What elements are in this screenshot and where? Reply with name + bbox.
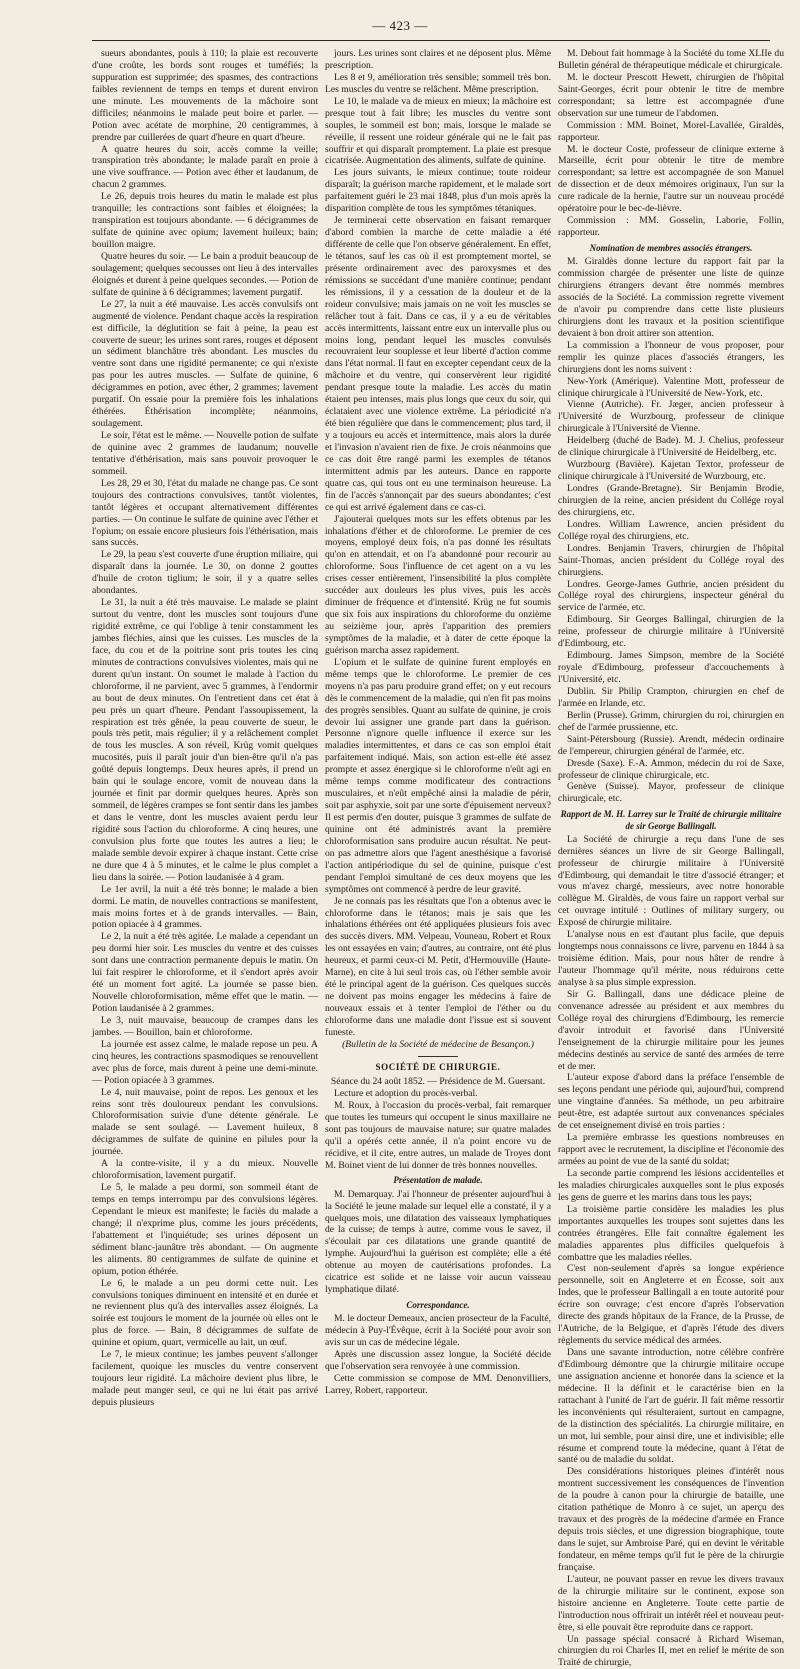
paragraph: Saint-Pétersbourg (Russie). Arendt, médecin ordinaire de l'empereur, chirurgien général de l'armée, etc. [558,733,784,757]
section-heading: SOCIÉTÉ DE CHIRURGIE. [375,1061,501,1072]
paragraph: Le soir, l'état est le même. — Nouvelle potion de sulfate de quinine avec 2 grammes de laudanum; nouvelle tentative d'éthérisation, mais sans pouvoir provoquer le sommeil. [92,430,318,477]
header-rule [92,40,770,41]
paragraph: La troisième partie considère les maladies les plus importantes auxquelles les troupes sont sujettes dans les contrées étrangères. Elle fait connaître également les maladies apparentes plus difficiles quelquefois à combattre que les maladies réelles. [558,1203,784,1263]
paragraph: Je terminerai cette observation en faisant remarquer d'abord combien la marche de cette maladie a été différente de celle que l'on observe généralement. En effet, le tétanos, sauf les cas où il est promptement mortel, se présente ordinairement avec des paroxysmes et des rémissions se succédant d'une manière continue; pendant les rémissions, il y a cessation de la douleur et de la roideur convulsive; mais jamais on ne voit les muscles se relâcher tout à fait. Dans ce cas, il y a eu de véritables accès intermittents, laissant entre eux un intervalle plus ou moins long, pendant lequel les muscles convulsés recouvraient leur souplesse et leur liberté d'action comme dans l'état normal. Il faut en excepter cependant ceux de la mâchoire et du ventre, qui conservèrent leur rigidité pendant presque toute la maladie. Les accès du matin étaient peu intenses, mais plus longs que ceux du soir, qui éclataient avec une violence extrême. La périodicité n'a été bien régulière que dans le commencement; plus tard, il y a toujours eu accès et intermittence, mais alors la durée et l'invasion n'avaient rien de fixe. Je crois néanmoins que ce cas doit être rangé parmi les exemples de tétanos intermittent admis par les auteurs. Dance en rapporte quatre cas, qui tous ont eu une terminaison heureuse. La fin de l'accès s'annonçait par des sueurs abondantes; c'est ce qui est arrivé également dans ce cas-ci. [325,215,551,513]
paragraph: Le 27, la nuit a été mauvaise. Les accès convulsifs ont augmenté de violence. Pendant chaque accès la respiration est difficile, la déglutition se fait à peine, la peau est couverte de sueur; les urines sont rares, rouges et déposent un sédiment blanchâtre très abondant. Les muscles du ventre sont dans une rigidité permanente; ce qui n'existe pas pour les autres muscles. — Sulfate de quinine, 6 décigrammes en potion, avec éther, 2 grammes; lavement purgatif. On essaie pour la première fois les inhalations éthérées. Éthérisation incomplète; néanmoins, soulagement. [92,298,318,430]
paragraph: Le 1er avril, la nuit a été très bonne; le malade a bien dormi. Le matin, de nouvelles contractions se manifestent, mais moins fortes et à de grands intervalles. — Bain, potion opiacée à 4 grammes. [92,883,318,931]
paragraph: Londres. William Lawrence, ancien président du Collége royal des chirurgiens, etc. [558,518,784,542]
paragraph: L'auteur, ne pouvant passer en revue les divers travaux de la chirurgie militaire sur le continent, expose son histoire ancienne en Angleterre. Toute cette partie de l'introduction nous offrirait un intérêt réel et nouveau peut-être, si elle pouvait être reproduite dans ce rapport. [558,1573,784,1633]
paragraph: La seconde partie comprend les lésions accidentelles et les maladies chirurgicales auxquelles sont le plus exposés les gens de guerre et les marins dans tous les pays; [558,1167,784,1203]
paragraph: Le 26, depuis trois heures du matin le malade est plus tranquille; les contractions sont faibles et éloignées; la transpiration est toujours abondante. — 6 décigrammes de sulfate de quinine avec opium; lavement huileux; bain; bouillon maigre. [92,191,318,250]
subsection-heading: Rapport de M. H. Larrey sur le Traité de chirurgie militaire de sir George Ballingall. [560,809,782,831]
paragraph: M. le docteur Demeaux, ancien prosecteur de la Faculté, médecin à Puy-l'Évêque, écrit à la Société pour avoir son avis sur un cas de médecine légale. [325,1313,551,1349]
paragraph: L'analyse nous en est d'autant plus facile, que depuis longtemps nous connaissons ce livre, parvenu en 1844 à sa troisième édition. Mais, pour nous hâter de rendre à l'auteur l'hommage qu'il mérite, nous réduirons cette analyse à sa plus simple expression. [558,929,784,988]
paragraph: Je ne connais pas les résultats que l'on a obtenus avec le chloroforme dans le tétanos; mais je sais que les inhalations éthérées ont été appliquées plusieurs fois avec des succès divers. MM. Velpeau, Vouneau, Robert et Roux les ont essayées en vain; d'autres, au contraire, ont été plus heureux, et parmi ceux-ci M. Petit, d'Hermouville (Haute-Marne), en cite à lui seul trois cas, où l'éther semble avoir été le principal agent de la guérison. Ces quelques succès ne doivent pas moins engager les médecins à faire de nouveaux essais et à tenter l'emploi de l'éther ou du chloroforme dans une maladie dont l'issue est si souvent funeste. [325,895,551,1038]
paragraph: J'ajouterai quelques mots sur les effets obtenus par les inhalations d'éther et de chloroforme. Le premier de ces moyens, employé deux fois, n'a pas donné les résultats qu'on en attendait, et on l'a abandonné pour recourir au chloroforme. Sous l'influence de cet agent on a vu les crises cesser entièrement, l'insensibilité la plus complète succéder aux douleurs les plus vives, puis les accès diminuer de fréquence et d'intensité. Krüg ne fut soumis que six fois aux inspirations du chloroforme du onzième au seizième jour, après l'apparition des premiers symptômes de la maladie, et à dater de cette époque la guérison marcha assez rapidement. [325,513,551,656]
paragraph: M. Roux, à l'occasion du procès-verbal, fait remarquer que toutes les tumeurs qui occupent le sinus maxillaire ne sont pas toujours de mauvaise nature; sur quatre malades qu'il a opérés cette année, il n'a point encore vu de récidive, et il cite, entre autres, un malade de Troyes dont M. Boinet vient de lui donner de très bonnes nouvelles. [325,1099,551,1171]
subsection-heading: Correspondance. [406,1300,470,1311]
paragraph: Dublin. Sir Philip Crampton, chirurgien en chef de l'armée en Irlande, etc. [558,685,784,709]
paragraph: L'opium et le sulfate de quinine furent employés en même temps que le chloroforme. Le premier de ces moyens n'a pas paru produire grand effet; on y eut recours dès le commencement de la maladie, qui n'en fit pas moins des progrès sensibles. Quant au sulfate de quinine, je crois devoir lui assigner une grande part dans la guérison. Personne n'ignore quelle influence il exerce sur les maladies intermittentes, et dans ce cas son emploi était parfaitement indiqué. Mais, son action est-elle été assez prompte et assez énergique si le chloroforme n'eût agi en même temps comme modificateur des contractions musculaires, et n'eût empêché ainsi la maladie de périr, soit par asphyxie, soit par une sorte d'épuisement nerveux? Il est permis d'en douter, puisque 3 grammes de sulfate de quinine ont été administrés avant la première chloroformisation sans produire aucun résultat. Ne peut-on pas admettre alors que l'agent anesthésique a favorisé l'action antipériodique du sel de quinine, puisque c'est pendant l'emploi simultané de ces deux moyens que les symptômes ont commencé à perdre de leur gravité. [325,656,551,895]
paragraph: Vienne (Autriche). Fr. Jæger, ancien professeur à l'Université de Wurzbourg, professeur de clinique chirurgicale à l'Université de Vienne. [558,399,784,435]
paragraph: jours. Les urines sont claires et ne déposent plus. Même prescription. [325,48,551,71]
paragraph: New-York (Amérique). Valentine Mott, professeur de clinique chirurgicale à l'Université de New-York, etc. [558,375,784,399]
paragraph: Le 6, le malade a un peu dormi cette nuit. Les convulsions toniques diminuent en intensité et en durée et ne reviennent plus qu'à des intervalles assez éloignés. La soirée est toujours le moment de la journée où elles ont le plus de force. — Bain, 8 décigrammes de sulfate de quinine et opium, quart, vermicelle au lait, un œuf. [92,1277,318,1349]
paragraph: Le 5, le malade a peu dormi, son sommeil étant de temps en temps interrompu par des convulsions légères. Cependant le mieux est manifeste; le faciès du malade a changé; il n'exprime plus, comme les jours précédents, l'abattement et l'inquiétude; ses urines déposent un sédiment blanc-jaunâtre très abondant. — On augmente les aliments. 80 centigrammes de sulfate de quinine et opium, potion éthérée. [92,1182,318,1277]
paragraph: Après une discussion assez longue, la Société décide que l'observation sera renvoyée à une commission. [325,1349,551,1373]
paragraph: Le 7, le mieux continue; les jambes peuvent s'allonger facilement, quoique les muscles du ventre conservent toujours leur rigidité. La mâchoire devient plus libre, le malade peut manger seul, ce qui ne lui était pas arrivé depuis plusieurs [92,1349,318,1408]
column-right [558,48,784,1669]
paragraph: Heidelberg (duché de Bade). M. J. Chelius, professeur de clinique chirurgicale à l'Université de Heidelberg, etc. [558,435,784,459]
paragraph: L'auteur expose d'abord dans la préface l'ensemble de ses leçons pendant une période qui, aujourd'hui, comprend une vingtaine d'années. Sa méthode, un peu arbitraire peut-être, est adaptée surtout aux convenances spéciales de cet enseignement divisé en trois parties : [558,1072,784,1132]
paragraph: Commission : MM. Gosselin, Laborie, Follin, rapporteur. [558,215,784,239]
session-line: Séance du 24 août 1852. — Présidence de M. Guersant. [330,1075,546,1087]
paragraph: M. le docteur Prescott Hewett, chirurgien de l'hôpital Saint-Georges, écrit pour obtenir le titre de membre correspondant; sa lettre est accompagnée d'une observation sur une tumeur de l'abdomen. [558,71,784,119]
paragraph: La commission a l'honneur de vous proposer, pour remplir les quinze places d'associés étrangers, les chirurgiens dont les noms suivent : [558,339,784,375]
paragraph: Edimbourg. Sir Georges Ballingal, chirurgien de la reine, professeur de chirurgie militaire à l'Université d'Edimbourg, etc. [558,614,784,650]
paragraph: Les 8 et 9, amélioration très sensible; sommeil très bon. Les muscles du ventre se relâchent. Même prescription. [325,71,551,95]
paragraph: M. le docteur Coste, professeur de clinique externe à Marseille, écrit pour obtenir le titre de membre correspondant; sa lettre est accompagnée de son Manuel de dissection et de deux mémoires originaux, l'un sur la cure radicale de la hernie, l'autre sur un nouveau procédé opératoire pour le bec-de-lièvre. [558,143,784,215]
paragraph: Le 2, la nuit a été très agitée. Le malade a cependant un peu dormi hier soir. Les muscles du ventre et des cuisses sont dans une contraction permanente depuis le matin. On lui fait respirer le chloroforme, et il s'endort après avoir été un moment fort agité. La journée se passe bien. Nouvelle chloroformisation, même effet que le matin. — Potion laudanisée à 2 grammes. [92,931,318,1014]
paragraph: Des considérations historiques pleines d'intérêt nous montrent successivement les conséquences de l'invention de la poudre à canon pour la chirurgie de bataille, une citation pathétique de Monro à ce sujet, un aperçu des travaux et des progrès de la médecine d'armée en France depuis trois siècles, et une digression biographique, toute dans le sujet, sur Ambroise Paré, qui en devint le véritable fondateur, en même temps qu'il fut le père de la chirurgie française. [558,1466,784,1573]
paragraph: Un passage spécial consacré à Richard Wiseman, chirurgien du roi Charles II, met en relief le mérite de son Traité de chirurgie, [558,1633,784,1669]
paragraph: M. Debout fait hommage à la Société du tome XLIIe du Bulletin général de thérapeutique médicale et chirurgicale. [558,48,784,71]
paragraph: Les 28, 29 et 30, l'état du malade ne change pas. Ce sont toujours des contractions convulsives, tantôt violentes, tantôt légères et occupant alternativement différentes parties. — On continue le sulfate de quinine avec l'éther et l'opium; on essaie encore plusieurs fois l'éthérisation, mais sans succès. [92,477,318,549]
paragraph: Londres. George-James Guthrie, ancien président du Collége royal des chirurgiens, inspecteur général du service de l'armée, etc. [558,578,784,614]
paragraph: Genève (Suisse). Mayor, professeur de clinique chirurgicale, etc. [558,781,784,805]
page-number: — 423 — [372,18,428,33]
paragraph: Edimbourg. James Simpson, membre de la Société royale d'Edimbourg, professeur d'accouchements à l'Université, etc. [558,650,784,686]
paragraph: Le 31, la nuit a été très mauvaise. Le malade se plaint surtout du ventre, dont les muscles sont toujours d'une rigidité extrême, ce qui l'oblige à tenir constamment les jambes fléchies, ainsi que les cuisses. Les muscles de la face, du cou et de la poitrine sont pris toutes les cinq minutes de contractions convulsives violentes, mais qui ne durent qu'un instant. On soumet le malade à l'action du chloroforme, il ne parvient, avec 5 grammes, à l'endormir au bout de deux minutes. On l'entretient dans cet état à peu près un quart d'heure. Pendant l'assoupissement, la respiration est très gênée, la peau couverte de sueur, le pouls très petit, mais régulier; il y a relâchement complet de tous les muscles. A son réveil, Krüg vomit quelques mucosités, puis il paraît jouir d'un bien-être qu'il n'a pas goûté depuis longtemps. Deux heures après, il prend un bain qui le soulage encore, vomit de nouveau dans la journée et finit par dormir quelques heures. Après son sommeil, de légères crampes se font sentir dans les jambes et dans le ventre, dont les muscles avaient perdu leur rigidité sous l'action du chloroforme. A cinq heures, une convulsion plus forte que toutes les autres a lieu; le malade semble devoir expirer à chaque instant. Cette crise ne dure que 4 à 5 minutes, et le calme le plus complet a lieu dans la soirée. — Potion laudanisée à 4 gram. [92,597,318,883]
paragraph: sueurs abondantes, pouls à 110; la plaie est recouverte d'une croûte, les bords sont rouges et tuméfiés; la suppuration est supprimée; des spasmes, des contractions faibles reviennent de temps en temps et durent environ une minute. Les mouvements de la mâchoire sont difficiles; néanmoins le malade peut boire et parler. — Potion avec acétate de morphine, 20 centigrammes, à prendre par cuillerées de quart d'heure en quart d'heure. [92,48,318,143]
paragraph: A la contre-visite, il y a du mieux. Nouvelle chloroformisation, lavement purgatif. [92,1158,318,1182]
paragraph: Londres. Benjamin Travers, chirurgien de l'hôpital Saint-Thomas, ancien président du Collége royal des chirurgiens. [558,542,784,578]
column-left [92,48,318,1408]
paragraph: Quatre heures du soir. — Le bain a produit beaucoup de soulagement; quelques secousses ont lieu à des intervalles éloignés et durent à peine quelques secondes. — Potion de sulfate de quinine à 6 décigrammes; lavement purgatif. [92,250,318,298]
paragraph: Commission : MM. Boinet, Morel-Lavallée, Giraldès, rapporteur. [558,119,784,143]
paragraph: La première embrasse les questions nombreuses en rapport avec le recrutement, la discipline et l'économie des armées au point de vue de la santé du soldat; [558,1132,784,1168]
paragraph: C'est non-seulement d'après sa longue expérience personnelle, soit en Angleterre et en Écosse, soit aux Indes, que le professeur Ballingall a en toute autorité pour écrire son ouvrage; c'est encore d'après l'observation directe des grands hôpitaux de la France, de la Prusse, de l'Autriche, de la Belgique, et d'après l'étude des divers règlements du service médical des armées. [558,1263,784,1347]
paragraph: Dans une savante introduction, notre célèbre confrère d'Edimbourg démontre que la chirurgie militaire occupe une assignation ancienne et honorée dans la science et la médecine. Il la définit et le caractérise bien en la rattachant à l'unité de l'art de guérir. Il fait même ressortir les inconvénients qui résulteraient, surtout en campagne, de la distinction des spécialités. La chirurgie militaire, en un mot, lui semble, pour ainsi dire, une et indivisible; elle résume et comprend toute la médecine, quant à l'état de santé ou de maladie du soldat. [558,1347,784,1466]
paragraph: M. Giraldès donne lecture du rapport fait par la commission chargée de présenter une liste de quinze chirurgiens étrangers devant être nommés membres associés de la Société. La commission regrette vivement de n'avoir pu comprendre dans cette liste plusieurs chirurgiens dont les travaux et la position scientifique devaient à bon droit attirer son attention. [558,256,784,339]
paragraph: Le 29, la peau s'est couverte d'une éruption miliaire, qui disparaît dans la journée. Le 30, on donne 2 gouttes d'huile de croton tiglium; le soir, il y a quatre selles abondantes. [92,549,318,597]
paragraph: Dresde (Saxe). F.-A. Ammon, médecin du roi de Saxe, professeur de clinique chirurgicale, etc. [558,757,784,781]
paragraph: Le 10, le malade va de mieux en mieux; la mâchoire est presque tout à fait libre; les muscles du ventre sont souples, le sommeil est bon; mais, lorsque le malade se réveille, il ressent une roideur générale qui ne le fait pas souffrir et qui disparaît promptement. La plaie est presque cicatrisée. Augmentation des aliments, sulfate de quinine. [325,95,551,167]
paragraph: A quatre heures du soir, accès comme la veille; transpiration très abondante; le malade paraît en proie à une vive souffrance. — Potion avec éther et laudanum, de chacun 2 grammes. [92,143,318,191]
paragraph: Le 4, nuit mauvaise, point de repos. Les genoux et les reins sont très douloureux pendant les convulsions. Chloroformisation suivie d'une détente générale. Le malade se sent soulagé. — Lavement huileux, 8 décigrammes de sulfate de quinine en pilules pour la journée. [92,1086,318,1158]
paragraph: M. Demarquay. J'ai l'honneur de présenter aujourd'hui à la Société le jeune malade sur lequel elle a constaté, il y a quelques mois, une dilatation des vaisseaux lymphatiques de la cuisse; de temps à autre, comme vous le savez, il s'écoulait par ces dilatations une grande quantité de lymphe. Aujourd'hui la guérison est complète; elle a été obtenue au moyen de cautérisations profondes. La cicatrice est solide et ne laisse voir aucun vaisseau lymphatique dilaté. [325,1188,551,1296]
paragraph: Le 3, nuit mauvaise, beaucoup de crampes dans les jambes. — Bouillon, bain et chloroforme. [92,1014,318,1038]
paragraph: Berlin (Prusse). Grimm, chirurgien du roi, chirurgien en chef de l'armée prussienne, etc. [558,709,784,733]
paragraph: Les jours suivants, le mieux continue; toute roideur disparaît; la guérison marche rapidement, et le malade sort parfaitement guéri le 23 mai 1848, plus d'un mois après la disparition complète de tous les symptômes tétaniques. [325,167,551,215]
paragraph: Londres (Grande-Bretagne). Sir Benjamin Brodie, chirurgien de la reine, ancien président du Collége royal des chirurgiens, etc. [558,483,784,518]
paragraph: Cette commission se compose de MM. Denonvilliers, Larrey, Robert, rapporteur. [325,1372,551,1396]
subsection-heading: Présentation de malade. [393,1175,483,1186]
paragraph: La journée est assez calme, le malade repose un peu. A cinq heures, les contractions spasmodiques se renouvellent avec plus de force, mais durent à peine une demi-minute. — Potion opiacée à 3 grammes. [92,1038,318,1086]
subsection-heading: Nomination de membres associés étrangers. [589,243,753,253]
source-citation: (Bulletin de la Société de médecine de Besançon.) [342,1038,534,1050]
paragraph: Sir G. Ballingall, dans une dédicace pleine de convenance adressée au président et aux membres du Collége royal des chirurgiens d'Edimbourg, les remercie d'avoir introduit et favorisé dans l'Université l'enseignement de la chirurgie militaire pour les jeunes médecins destinés au service de santé des armées de terre et de mer. [558,988,784,1072]
paragraph: Wurzbourg (Bavière). Kajetan Textor, professeur de clinique chirurgicale à l'Université de Wurzbourg, etc. [558,459,784,483]
paragraph: La Société de chirurgie a reçu dans l'une de ses dernières séances un livre de sir George Ballingall, professeur de chirurgie militaire à l'Université d'Edimbourg, qui demandait le titre d'associé étranger; et vous m'avez chargé, messieurs, avec notre honorable collègue M. Giraldès, de vous faire un rapport verbal sur cet ouvrage intitulé : Outlines of military surgery, ou Exposé de chirurgie militaire. [558,833,784,929]
section-divider [418,1056,458,1057]
paragraph: Lecture et adoption du procès-verbal. [334,1087,478,1099]
column-middle [325,48,551,1396]
